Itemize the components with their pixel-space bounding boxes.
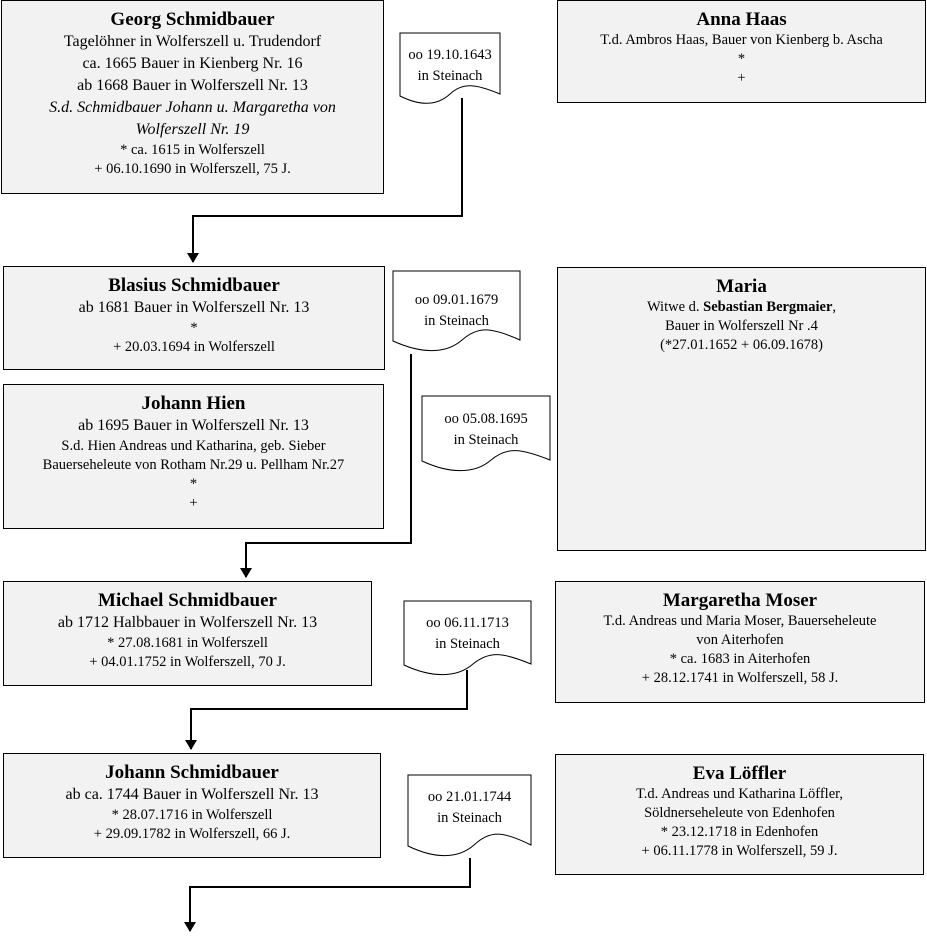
marriage-label-2 xyxy=(393,290,520,332)
person-birth: * 28.07.1716 in Wolferszell xyxy=(111,807,273,823)
person-birth: * ca. 1615 in Wolferszell xyxy=(120,142,265,158)
person-box-blasius-schmidbauer xyxy=(3,266,385,370)
person-birth: * 23.12.1718 in Edenhofen xyxy=(660,824,819,840)
person-parents: S.d. Hien Andreas und Katharina, geb. Sieber xyxy=(61,438,326,454)
person-name: Blasius Schmidbauer xyxy=(108,275,280,296)
person-death: + xyxy=(737,70,746,86)
person-parents: T.d. Ambros Haas, Bauer von Kienberg b. Ascha xyxy=(600,32,883,48)
late-husband-name: Sebastian Bergmaier xyxy=(703,299,833,315)
marriage-label-4 xyxy=(404,613,531,655)
marriage-date: oo 06.11.1713 xyxy=(426,615,509,631)
person-name: Johann Hien xyxy=(141,393,246,414)
marriage-label-5 xyxy=(408,787,531,829)
person-death: + 29.09.1782 in Wolferszell, 66 J. xyxy=(93,826,291,842)
marriage-date: oo 09.01.1679 xyxy=(414,292,499,308)
marriage-date: oo 21.01.1744 xyxy=(427,789,512,805)
person-occupation: ab 1695 Bauer in Wolferszell Nr. 13 xyxy=(78,417,309,434)
person-parents: T.d. Andreas und Maria Moser, Bauerseheleute xyxy=(603,613,877,629)
person-box-johann-hien xyxy=(3,384,384,529)
person-occupation: ab 1712 Halbbauer in Wolferszell Nr. 13 xyxy=(57,614,318,631)
person-name: Johann Schmidbauer xyxy=(105,762,279,783)
person-birth: * 27.08.1681 in Wolferszell xyxy=(107,635,268,651)
widow-suffix: , xyxy=(832,299,837,315)
person-death: + 28.12.1741 in Wolferszell, 58 J. xyxy=(641,670,839,686)
person-dates: (*27.01.1652 + 06.09.1678) xyxy=(660,337,823,353)
person-name: Anna Haas xyxy=(696,9,787,30)
marriage-place: in Steinach xyxy=(417,68,483,84)
person-occupation: ca. 1665 Bauer in Kienberg Nr. 16 xyxy=(82,55,303,72)
person-box-eva-loeffler xyxy=(555,754,924,875)
marriage-label-3 xyxy=(422,409,550,451)
person-occupation: Tagelöhner in Wolferszell u. Trudendorf xyxy=(63,33,322,50)
person-parents: von Aiterhofen xyxy=(696,632,784,648)
person-box-johann-schmidbauer xyxy=(3,753,381,858)
widow-prefix: Witwe d. xyxy=(646,299,704,315)
person-occupation: ab ca. 1744 Bauer in Wolferszell Nr. 13 xyxy=(65,786,319,803)
marriage-label-1 xyxy=(400,45,500,87)
person-occupation: ab 1668 Bauer in Wolferszell Nr. 13 xyxy=(77,77,308,94)
person-name: Georg Schmidbauer xyxy=(110,9,275,30)
marriage-place: in Steinach xyxy=(453,432,519,448)
marriage-date: oo 19.10.1643 xyxy=(408,47,492,63)
person-death: + 20.03.1694 in Wolferszell xyxy=(113,339,275,355)
person-name: Eva Löffler xyxy=(692,763,787,784)
person-birth: * xyxy=(190,320,198,336)
person-name: Margaretha Moser xyxy=(662,590,818,611)
person-relation: Bauer in Wolferszell Nr .4 xyxy=(665,318,818,334)
person-name: Michael Schmidbauer xyxy=(98,590,277,611)
person-name: Maria xyxy=(716,276,767,297)
person-parents: T.d. Andreas und Katharina Löffler, xyxy=(635,786,844,802)
person-birth: * ca. 1683 in Aiterhofen xyxy=(669,651,811,667)
person-death: + 06.10.1690 in Wolferszell, 75 J. xyxy=(94,161,291,177)
marriage-place: in Steinach xyxy=(435,636,500,652)
person-birth: * xyxy=(189,476,198,492)
person-box-anna-haas xyxy=(557,0,926,103)
person-birth: * xyxy=(737,51,746,67)
person-relation xyxy=(558,298,925,317)
person-box-margaretha-moser xyxy=(555,581,925,703)
person-death: + 06.11.1778 in Wolferszell, 59 J. xyxy=(641,843,838,859)
marriage-place: in Steinach xyxy=(437,810,502,826)
person-parents: S.d. Schmidbauer Johann u. Margaretha von xyxy=(49,99,336,116)
person-death: + xyxy=(189,495,198,511)
person-death: + 04.01.1752 in Wolferszell, 70 J. xyxy=(89,654,286,670)
person-occupation: ab 1681 Bauer in Wolferszell Nr. 13 xyxy=(78,299,310,316)
marriage-place: in Steinach xyxy=(424,313,489,329)
person-box-georg-schmidbauer xyxy=(1,0,384,194)
person-parents: Söldnerseheleute von Edenhofen xyxy=(644,805,835,821)
marriage-date: oo 05.08.1695 xyxy=(444,411,528,427)
person-box-michael-schmidbauer xyxy=(3,581,372,686)
person-parents: Bauerseheleute von Rotham Nr.29 u. Pellham Nr.27 xyxy=(42,457,345,473)
person-box-maria xyxy=(557,267,926,551)
descent-arrow-4 xyxy=(190,858,470,931)
person-parents: Wolferszell Nr. 19 xyxy=(135,121,250,138)
